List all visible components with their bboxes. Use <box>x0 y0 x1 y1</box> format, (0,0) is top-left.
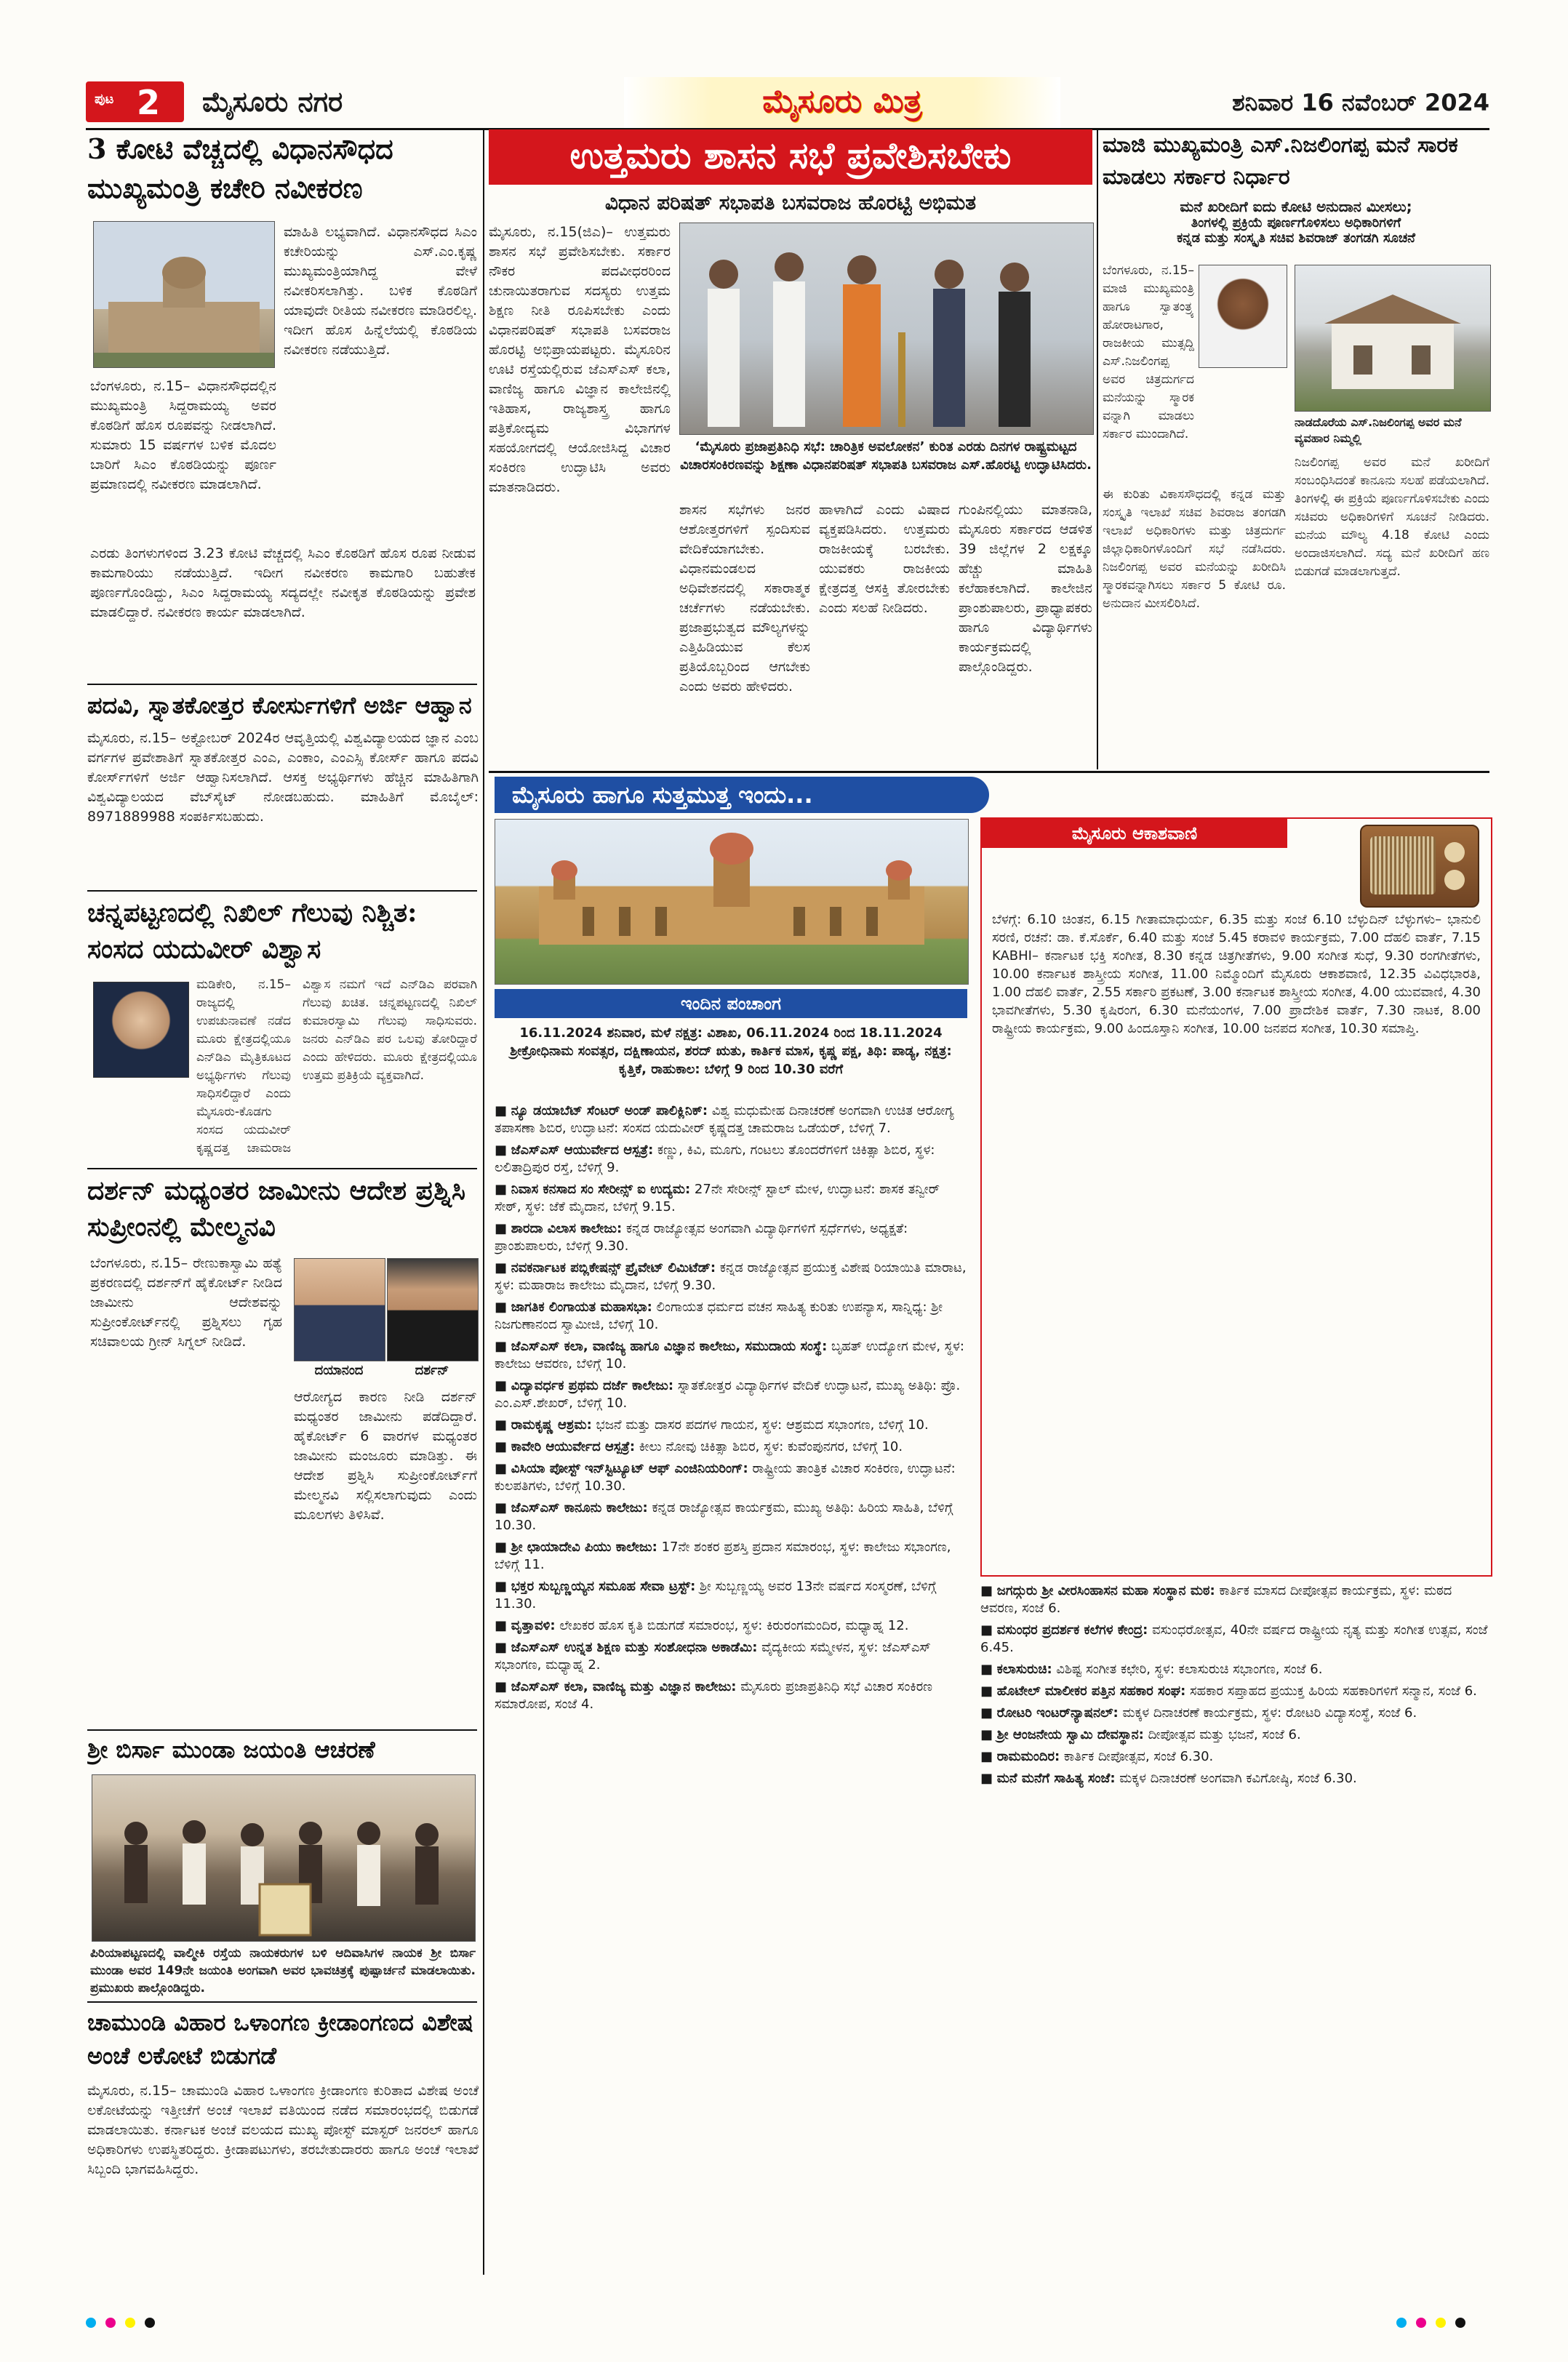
divider <box>87 684 477 685</box>
bullet-icon: ■ <box>495 1142 511 1158</box>
headline: ಉತ್ತಮರು ಶಾಸನ ಸಭೆ ಪ್ರವೇಶಿಸಬೇಕು <box>569 134 1012 177</box>
story-vidhana <box>87 129 479 682</box>
bullet-icon: ■ <box>495 1679 511 1694</box>
deck-line-3: ಕನ್ನಡ ಮತ್ತು ಸಂಸ್ಕೃತಿ ಸಚಿವ ಶಿವರಾಜ್ ತಂಗಡಗಿ ಸೂಚನೆ <box>1177 231 1415 246</box>
story-col1: ಮೈಸೂರು, ನ.15(ಜಿಎ)– ಉತ್ತಮರು ಶಾಸನ ಸಭೆ ಪ್ರವೇಶಿಸಬೇಕು. ಸರ್ಕಾರ ನೌಕರ ಪದವೀಧರರಿಂದ ಚುನಾಯಿತರಾಗುವ ಸದಸ್ಯರು ಉತ್ತಮ ಶಿಕ್ಷಣ ನೀತಿ ರೂಪಿಸಬೇಕು ಎಂದು ವಿಧಾನಪರಿಷತ್ ಸಭಾಪತಿ ಬಸವರಾಜ ಹೊರಟ್ಟಿ ಅಭಿಪ್ರಾಯಪಟ್ಟರು. ಮೈಸೂರಿನ ಊಟಿ ರಸ್ತೆಯಲ್ಲಿರುವ ಜೆಎಸ್ಎಸ್ ಕಲಾ, ವಾಣಿಜ್ಯ ಹಾಗೂ ವಿಜ್ಞಾನ ಕಾಲೇಜಿನಲ್ಲಿ ಇತಿಹಾಸ, ರಾಜ್ಯಶಾಸ್ತ್ರ ಹಾಗೂ ಪತ್ರಿಕೋದ್ಯಮ ವಿಭಾಗಗಳ ಸಹಯೋಗದಲ್ಲಿ ಆಯೋಜಿಸಿದ್ದ ವಿಚಾರ ಸಂಕಿರಣ ಉದ್ಘಾಟಿಸಿ ಅವರು ಮಾತನಾಡಿದರು. <box>489 224 671 495</box>
headline: ಪದವಿ, ಸ್ನಾತಕೋತ್ತರ ಕೋರ್ಸುಗಳಿಗೆ ಅರ್ಜಿ ಆಹ್ವಾನ <box>87 692 472 719</box>
story-body: ಮೈಸೂರು, ನ.15– ಅಕ್ಟೋಬರ್ 2024ರ ಆವೃತ್ತಿಯಲ್ಲಿ ವಿಶ್ವವಿದ್ಯಾಲಯದ ಜ್ಞಾನ ಎಂಬ ವರ್ಗಗಳ ಪ್ರವೇಶಾತಿಗೆ ಸ್ನಾತಕೋತ್ತರ ಎಂಎ, ಎಂಕಾಂ, ಎಂಎಸ್ಸಿ ಕೋರ್ಸ್ ಹಾಗೂ ಪದವಿ ಕೋರ್ಸ್‌ಗಳಿಗೆ ಅರ್ಜಿ ಆಹ್ವಾನಿಸಲಾಗಿದೆ. ಆಸಕ್ತ ಅಭ್ಯರ್ಥಿಗಳು ಹೆಚ್ಚಿನ ಮಾಹಿತಿಗಾಗಿ ವಿಶ್ವವಿದ್ಯಾಲಯದ ವೆಬ್‌ಸೈಟ್ ನೋಡಬಹುದು. ಮಾಹಿತಿಗೆ ಮೊಬೈಲ್: 8971889988 ಸಂಪರ್ಕಿಸಬಹುದು. <box>87 730 479 825</box>
bullet-icon: ■ <box>495 1461 511 1476</box>
event-title: ಕಲಾಸುರುಚಿ: <box>996 1662 1052 1677</box>
event-title: ಜೆಎಸ್ಎಸ್ ಕಲಾ, ವಾಣಿಜ್ಯ ಹಾಗೂ ವಿಜ್ಞಾನ ಕಾಲೇಜು, ಸಮುದಾಯ ಸಂಸ್ಥೆ: <box>511 1339 828 1354</box>
event-title: ರಾಮಮಂದಿರ: <box>996 1749 1060 1764</box>
event-item <box>495 1377 967 1412</box>
event-item <box>495 1338 967 1373</box>
bullet-icon: ■ <box>495 1260 511 1276</box>
headline: ಶ್ರೀ ಬಿರ್ಸಾ ಮುಂಡಾ ಜಯಂತಿ ಆಚರಣೆ <box>87 1736 375 1764</box>
masthead-logo <box>624 77 1060 129</box>
event-item <box>495 1102 967 1137</box>
story-col1: ಮಡಿಕೇರಿ, ನ.15– ರಾಜ್ಯದಲ್ಲಿ ಉಪಚುನಾವಣೆ ನಡೆದ ಮೂರು ಕ್ಷೇತ್ರದಲ್ಲಿಯೂ ಎನ್‌ಡಿಎ ಮೈತ್ರಿಕೂಟದ ಅಭ್ಯರ್ಥಿಗಳು ಗೆಲುವು ಸಾಧಿಸಲಿದ್ದಾರೆ ಎಂದು ಮೈಸೂರು-ಕೊಡಗು ಸಂಸದ ಯದುವೀರ್ ಕೃಷ್ಣದತ್ತ ಚಾಮರಾಜ <box>196 977 291 1156</box>
bullet-icon: ■ <box>980 1749 997 1764</box>
event-text: ವಸುಂಧರೋತ್ಸವ, 40ನೇ ವರ್ಷದ ರಾಷ್ಟ್ರೀಯ ನೃತ್ಯ ಮತ್ತು ಸಂಗೀತ ಉತ್ಸವ, ಸಂಜೆ 6.45. <box>980 1622 1488 1655</box>
event-item <box>495 1539 967 1574</box>
bullet-icon: ■ <box>980 1727 997 1742</box>
event-item <box>980 1726 1489 1744</box>
house-icon <box>1295 265 1490 411</box>
story-padavi <box>87 689 479 887</box>
story-col1: ಬೆಂಗಳೂರು, ನ.15– ರೇಣುಕಾಸ್ವಾಮಿ ಹತ್ಯೆ ಪ್ರಕರಣದಲ್ಲಿ ದರ್ಶನ್‌ಗೆ ಹೈಕೋರ್ಟ್ ನೀಡಿದ ಜಾಮೀನು ಆದೇಶವನ್ನು ಸುಪ್ರೀಂಕೋರ್ಟ್‌ನಲ್ಲಿ ಪ್ರಶ್ನಿಸಲು ಗೃಹ ಸಚಿವಾಲಯ ಗ್ರೀನ್ ಸಿಗ್ನಲ್ ನೀಡಿದೆ. <box>90 1255 282 1350</box>
event-text: ಕಣ್ಣು, ಕಿವಿ, ಮೂಗು, ಗಂಟಲು ತೊಂದರೆಗಳಿಗೆ ಚಿಕಿತ್ಸಾ ಶಿಬಿರ, ಸ್ಥಳ: ಲಲಿತಾದ್ರಿಪುರ ರಸ್ತೆ, ಬೆಳಿಗ್ಗೆ 9. <box>495 1142 935 1175</box>
event-item <box>495 1617 967 1635</box>
yaduveer-photo <box>93 982 189 1078</box>
story-left-col: ಬೆಂಗಳೂರು, ನ.15– ವಿಧಾನಸೌಧದಲ್ಲಿನ ಮುಖ್ಯಮಂತ್ರಿ ಸಿದ್ದರಾಮಯ್ಯ ಅವರ ಕೊಠಡಿಗೆ ಹೊಸ ರೂಪವನ್ನು ನೀಡಲಾಗಿದೆ. ಸುಮಾರು 15 ವರ್ಷಗಳ ಬಳಿಕ ಮೊದಲ ಬಾರಿಗೆ ಸಿಎಂ ಕೊಠಡಿಯನ್ನು ಪೂರ್ಣ ಪ್ರಮಾಣದಲ್ಲಿ ನವೀಕರಣ ಮಾಡಲಾಗಿದೆ. <box>90 378 276 492</box>
story-col2: ವಿಶ್ವಾಸ ನಮಗೆ ಇದೆ ಎನ್‌ಡಿಎ ಪರವಾಗಿ ಗೆಲುವು ಖಚಿತ. ಚನ್ನಪಟ್ಟಣದಲ್ಲಿ ನಿಖಿಲ್ ಕುಮಾರಸ್ವಾಮಿ ಗೆಲುವು ಸಾಧಿಸುವರು. ಜನರು ಎನ್‌ಡಿಎ ಪರ ಒಲವು ತೋರಿದ್ದಾರೆ ಎಂದು ಹೇಳಿದರು. ಮೂರು ಕ್ಷೇತ್ರದಲ್ಲಿಯೂ ಉತ್ತಮ ಪ್ರತಿಕ್ರಿಯೆ ವ್ಯಕ್ತವಾಗಿದೆ. <box>303 977 477 1083</box>
story-col2: ಆರೋಗ್ಯದ ಕಾರಣ ನೀಡಿ ದರ್ಶನ್ ಮಧ್ಯಂತರ ಜಾಮೀನು ಪಡೆದಿದ್ದಾರೆ. ಹೈಕೋರ್ಟ್ 6 ವಾರಗಳ ಮಧ್ಯಂತರ ಜಾಮೀನು ಮಂಜೂರು ಮಾಡಿತ್ತು. ಈ ಆದೇಶ ಪ್ರಶ್ನಿಸಿ ಸುಪ್ರೀಂಕೋರ್ಟ್‌ಗೆ ಮೇಲ್ಮನವಿ ಸಲ್ಲಿಸಲಾಗುವುದು ಎಂದು ಮೂಲಗಳು ತಿಳಿಸಿವೆ. <box>294 1389 477 1523</box>
event-item <box>495 1220 967 1255</box>
event-text: ಮಕ್ಕಳ ದಿನಾಚರಣೆ ಅಂಗವಾಗಿ ಕವಿಗೋಷ್ಠಿ, ಸಂಜೆ 6.30. <box>1119 1771 1357 1786</box>
story-birsa <box>87 1734 479 1998</box>
event-item <box>495 1460 967 1495</box>
headline: 3 ಕೋಟಿ ವೆಚ್ಚದಲ್ಲಿ ವಿಧಾನಸೌಧದ ಮುಖ್ಯಮಂತ್ರಿ ಕಚೇರಿ ನವೀಕರಣ <box>87 132 393 204</box>
column-divider <box>1097 129 1098 769</box>
event-text: ಶ್ರೀ ಸುಬ್ಬಣ್ಣಯ್ಯ ಅವರ 13ನೇ ವರ್ಷದ ಸಂಸ್ಮರಣೆ, ಬೆಳಿಗ್ಗೆ 11.30. <box>495 1579 937 1612</box>
event-text: ಕಾರ್ತಿಕ ಮಾಸದ ದೀಪೋತ್ಸವ ಕಾರ್ಯಕ್ರಮ, ಸ್ಥಳ: ಮಠದ ಆವರಣ, ಸಂಜೆ 6. <box>980 1583 1452 1616</box>
event-title: ವಿಸಿಯಾ ಪೋಸ್ಟ್ ಇನ್‌ಸ್ಟಿಟ್ಯೂಟ್ ಆಫ್ ಎಂಜಿನಿಯರಿಂಗ್: <box>511 1461 748 1476</box>
headline: ಚಾಮುಂಡಿ ವಿಹಾರ ಒಳಾಂಗಣ ಕ್ರೀಡಾಂಗಣದ ವಿಶೇಷ ಅಂಚೆ ಲಕೋಟೆ ಬಿಡುಗಡೆ <box>87 2009 473 2070</box>
print-color-dots <box>1396 2317 1542 2331</box>
subhead: ವಿಧಾನ ಪರಿಷತ್ ಸಭಾಪತಿ ಬಸವರಾಜ ಹೊರಟ್ಟಿ ಅಭಿಮತ <box>604 191 977 215</box>
bullet-icon: ■ <box>495 1378 511 1393</box>
panchanga-title-bar <box>495 989 967 1018</box>
bullet-icon: ■ <box>495 1300 511 1315</box>
event-item <box>495 1500 967 1534</box>
divider <box>87 2001 477 2003</box>
event-title: ಜೆಎಸ್ಎಸ್ ಆಯುರ್ವೇದ ಆಸ್ಪತ್ರೆ: <box>511 1142 654 1158</box>
bullet-icon: ■ <box>980 1771 997 1786</box>
event-title: ಜೆಎಸ್ಎಸ್ ಕಲಾ, ವಾಣಿಜ್ಯ ಮತ್ತು ವಿಜ್ಞಾನ ಕಾಲೇಜು: <box>511 1679 737 1694</box>
event-text: ಲಿಂಗಾಯತ ಧರ್ಮದ ವಚನ ಸಾಹಿತ್ಯ ಕುರಿತು ಉಪನ್ಯಾಸ, ಸಾನ್ನಿಧ್ಯ: ಶ್ರೀ ನಿಜಗುಣಾನಂದ ಸ್ವಾಮೀಜಿ, ಬೆಳಿಗ್ಗೆ 10. <box>495 1300 943 1332</box>
palace-icon <box>495 820 968 984</box>
print-color-dots <box>86 2317 231 2331</box>
radio-icon <box>1360 825 1479 908</box>
event-text: ವೈದ್ಯಕೀಯ ಸಮ್ಮೇಳನ, ಸ್ಥಳ: ಜೆಎಸ್ಎಸ್ ಸಭಾಂಗಣ, ಮಧ್ಯಾಹ್ನ 2. <box>495 1640 931 1673</box>
bullet-icon: ■ <box>495 1339 511 1354</box>
event-text: 27ನೇ ಸೇರೀನ್ಸ್ ಸ್ಟಾಲ್ ಮೇಳ, ಉದ್ಘಾಟನೆ: ಶಾಸಕ ತನ್ವೀರ್ ಸೇಠ್, ಸ್ಥಳ: ಜೆಕೆ ಮೈದಾನ, ಬೆಳಿಗ್ಗೆ 9.15. <box>495 1182 940 1214</box>
caption-darshan: ದರ್ಶನ್ <box>415 1363 449 1378</box>
vidhana-soudha-photo <box>93 221 275 368</box>
section-title: ಮೈಸೂರು ನಗರ <box>202 86 343 118</box>
story-col4: ಗುಂಪಿನಲ್ಲಿಯು ಮಾತನಾಡಿ, ಮೈಸೂರು ಸರ್ಕಾರದ ಆಡಳಿತ 39 ಜಿಲ್ಲೆಗಳ 2 ಲಕ್ಷಕ್ಕೂ ಹೆಚ್ಚು ಮಾಹಿತಿ ಕಲೆಹಾಕಲಾಗಿದೆ. ಕಾಲೇಜಿನ ಪ್ರಾಂಶುಪಾಲರು, ಪ್ರಾಧ್ಯಾಪಕರು ಹಾಗೂ ವಿದ್ಯಾರ್ಥಿಗಳು ಕಾರ್ಯಕ್ರಮದಲ್ಲಿ ಪಾಲ್ಗೊಂಡಿದ್ದರು. <box>959 502 1092 675</box>
bullet-icon: ■ <box>980 1662 997 1677</box>
events-banner-title: ಮೈಸೂರು ಹಾಗೂ ಸುತ್ತಮುತ್ತ ಇಂದು... <box>512 781 813 809</box>
event-text: ಮೈಸೂರು ಪ್ರಜಾಪ್ರತಿನಿಧಿ ಸಭೆ ವಿಚಾರ ಸಂಕಿರಣ ಸಮಾರೋಪ, ಸಂಜೆ 4. <box>495 1679 932 1712</box>
story-uttama <box>489 129 1092 769</box>
story-col3: ಹಾಳಾಗಿದೆ ಎಂದು ವಿಷಾದ ವ್ಯಕ್ತಪಡಿಸಿದರು. ಉತ್ತಮರು ರಾಜಕೀಯಕ್ಕೆ ಬರಬೇಕು. ಯುವಕರು ರಾಜಕೀಯ ಕ್ಷೇತ್ರದತ್ತ ಆಸಕ್ತಿ ತೋರಬೇಕು ಎಂದು ಸಲಹೆ ನೀಡಿದರು. <box>819 502 950 616</box>
event-text: ವಿಶ್ವ ಮಧುಮೇಹ ದಿನಾಚರಣೆ ಅಂಗವಾಗಿ ಉಚಿತ ಆರೋಗ್ಯ ತಪಾಸಣಾ ಶಿಬಿರ, ಉದ್ಘಾಟನೆ: ಸಂಸದ ಯದುವೀರ್ ಕೃಷ್ಣದತ್ತ ಚಾಮರಾಜ ಒಡೆಯರ್, ಬೆಳಿಗ್ಗೆ 7. <box>495 1103 954 1136</box>
event-text: ಕಾರ್ತಿಕ ದೀಪೋತ್ಸವ, ಸಂಜೆ 6.30. <box>1063 1749 1214 1764</box>
event-title: ವಿದ್ಯಾವರ್ಧಕ ಪ್ರಥಮ ದರ್ಜೆ ಕಾಲೇಜು: <box>511 1378 674 1393</box>
event-title: ಕಾವೇರಿ ಆಯುರ್ವೇದ ಆಸ್ಪತ್ರೆ: <box>511 1439 636 1454</box>
event-text: ಮಕ್ಕಳ ದಿನಾಚರಣೆ ಕಾರ್ಯಕ್ರಮ, ಸ್ಥಳ: ರೋಟರಿ ವಿದ್ಯಾಸಂಸ್ಥೆ, ಸಂಜೆ 6. <box>1122 1705 1417 1721</box>
page-number: 2 <box>137 83 161 122</box>
story-bottom: ಎರಡು ತಿಂಗಳುಗಳಿಂದ 3.23 ಕೋಟಿ ವೆಚ್ಚದಲ್ಲಿ ಸಿಎಂ ಕೊಠಡಿಗೆ ಹೊಸ ರೂಪ ನೀಡುವ ಕಾಮಗಾರಿಯು ನಡೆಯುತ್ತಿದೆ. ಇದೀಗ ನವೀಕರಣ ಕಾಮಗಾರಿ ಬಹುತೇಕ ಪೂರ್ಣಗೊಂಡಿದ್ದು, ಸಿಎಂ ಸಿದ್ದರಾಮಯ್ಯ ಸದ್ಯದಲ್ಲೇ ನವೀಕೃತ ಕೊಠಡಿಯನ್ನು ಪ್ರವೇಶ ಮಾಡಲಿದ್ದಾರೆ. ನವೀಕರಣ ಕಾರ್ಯ ಮಾಡಲಾಗಿದೆ. <box>90 545 476 620</box>
story-darshan <box>87 1172 479 1725</box>
panchanga-title: ಇಂದಿನ ಪಂಚಾಂಗ <box>681 993 781 1014</box>
caption-dayanand: ದಯಾನಂದ <box>314 1363 364 1378</box>
bullet-icon: ■ <box>495 1579 511 1594</box>
darshan-photo <box>387 1258 479 1361</box>
events-list-right <box>980 1582 1489 2295</box>
bullet-icon: ■ <box>495 1439 511 1454</box>
story-col2: ಶಾಸನ ಸಭೆಗಳು ಜನರ ಆಶೋತ್ತರಗಳಿಗೆ ಸ್ಪಂದಿಸುವ ವೇದಿಕೆಯಾಗಬೇಕು. ವಿಧಾನಮಂಡಲದ ಅಧಿವೇಶನದಲ್ಲಿ ಸಕಾರಾತ್ಮಕ ಚರ್ಚೆಗಳು ನಡೆಯಬೇಕು. ಪ್ರಜಾಪ್ರಭುತ್ವದ ಮೌಲ್ಯಗಳನ್ನು ಎತ್ತಿಹಿಡಿಯುವ ಕೆಲಸ ಪ್ರತಿಯೊಬ್ಬರಿಂದ ಆಗಬೇಕು ಎಂದು ಅವರು ಹೇಳಿದರು. <box>679 502 810 694</box>
event-text: ರಾಷ್ಟ್ರೀಯ ತಾಂತ್ರಿಕ ವಿಚಾರ ಸಂಕಿರಣ, ಉದ್ಘಾಟನೆ: ಕುಲಪತಿಗಳು, ಬೆಳಿಗ್ಗೆ 10.30. <box>495 1461 956 1494</box>
event-title: ನಿವಾಸ ಕನಸಾದ ಸಂ ಸೇರೀನ್ಸ್ ಐ ಉದ್ಯಮ: <box>511 1182 691 1197</box>
photo-caption: ಪಿರಿಯಾಪಟ್ಟಣದಲ್ಲಿ ವಾಲ್ಮೀಕಿ ರಸ್ತೆಯ ನಾಯಕರುಗಳ ಬಳಿ ಆದಿವಾಸಿಗಳ ನಾಯಕ ಶ್ರೀ ಬಿರ್ಸಾ ಮುಂಡಾ ಅವರ 149ನೇ ಜಯಂತಿ ಅಂಗವಾಗಿ ಅವರ ಭಾವಚಿತ್ರಕ್ಕೆ ಪುಷ್ಪಾರ್ಚನೆ ಮಾಡಲಾಯಿತು. ಪ್ರಮುಖರು ಪಾಲ್ಗೊಂಡಿದ್ದರು. <box>90 1946 476 1995</box>
bullet-icon: ■ <box>495 1221 511 1236</box>
story-col1b: ಈ ಕುರಿತು ವಿಕಾಸಸೌಧದಲ್ಲಿ ಕನ್ನಡ ಮತ್ತು ಸಂಸ್ಕೃತಿ ಇಲಾಖೆ ಸಚಿವ ಶಿವರಾಜ ತಂಗಡಗಿ ಇಲಾಖೆ ಅಧಿಕಾರಿಗಳು ಮತ್ತು ಚಿತ್ರದುರ್ಗ ಜಿಲ್ಲಾಧಿಕಾರಿಗಳೊಂದಿಗೆ ಸಭೆ ನಡೆಸಿದರು. ನಿಜಲಿಂಗಪ್ಪ ಅವರ ಮನೆಯನ್ನು ಖರೀದಿಸಿ ಸ್ಮಾರಕವನ್ನಾಗಿಸಲು ಸರ್ಕಾರ 5 ಕೋಟಿ ರೂ. ಅನುದಾನ ಮೀಸಲಿರಿಸಿದೆ. <box>1103 487 1286 611</box>
event-text: ಕನ್ನಡ ರಾಜ್ಯೋತ್ಸವ ಅಂಗವಾಗಿ ವಿದ್ಯಾರ್ಥಿಗಳಿಗೆ ಸ್ಪರ್ಧೆಗಳು, ಅಧ್ಯಕ್ಷತೆ: ಪ್ರಾಂಶುಪಾಲರು, ಬೆಳಿಗ್ಗೆ 9.30. <box>495 1221 908 1254</box>
story-right-col: ಮಾಹಿತಿ ಲಭ್ಯವಾಗಿದೆ. ವಿಧಾನಸೌಧದ ಸಿಎಂ ಕಚೇರಿಯನ್ನು ಎಸ್.ಎಂ.ಕೃಷ್ಣ ಮುಖ್ಯಮಂತ್ರಿಯಾಗಿದ್ದ ವೇಳೆ ನವೀಕರಿಸಲಾಗಿತ್ತು. ಬಳಿಕ ಕೊಠಡಿಗೆ ಯಾವುದೇ ರೀತಿಯ ನವೀಕರಣ ಮಾಡಿರಲಿಲ್ಲ. ಇದೀಗ ಹೊಸ ಹಿನ್ನೆಲೆಯಲ್ಲಿ ಕೊಠಡಿಯ ನವೀಕರಣ ನಡೆಯುತ್ತಿದೆ. <box>284 224 477 358</box>
radio-box <box>980 817 1492 1577</box>
event-item <box>980 1622 1489 1657</box>
bullet-icon: ■ <box>980 1705 997 1721</box>
event-title: ನ್ಯೂ ಡಯಾಬೆಟ್ ಸೆಂಟರ್ ಅಂಡ್ ಪಾಲಿಕ್ಲಿನಿಕ್: <box>511 1103 708 1118</box>
event-title: ವಸುಂಧರ ಪ್ರದರ್ಶಕ ಕಲೆಗಳ ಕೇಂದ್ರ: <box>996 1622 1148 1638</box>
bullet-icon: ■ <box>495 1103 511 1118</box>
bullet-icon: ■ <box>495 1417 511 1433</box>
event-title: ನವಕರ್ನಾಟಕ ಪಬ್ಲಿಕೇಷನ್ಸ್ ಪ್ರೈವೇಟ್ ಲಿಮಿಟೆಡ್: <box>511 1260 716 1276</box>
event-item <box>980 1770 1489 1787</box>
bullet-icon: ■ <box>980 1622 997 1638</box>
dayanand-photo <box>294 1258 385 1361</box>
event-item <box>495 1639 967 1674</box>
bullet-icon: ■ <box>495 1540 511 1555</box>
bullet-icon: ■ <box>495 1618 511 1633</box>
dignitaries-lighting-lamp-icon <box>680 223 1093 434</box>
story-col1: ಬೆಂಗಳೂರು, ನ.15– ಮಾಜಿ ಮುಖ್ಯಮಂತ್ರಿ ಹಾಗೂ ಸ್ವಾತಂತ್ರ್ಯ ಹೋರಾಟಗಾರ, ರಾಜಕೀಯ ಮುತ್ಸದ್ದಿ ಎಸ್.ನಿಜಲಿಂಗಪ್ಪ ಅವರ ಚಿತ್ರದುರ್ಗದ ಮನೆಯನ್ನು ಸ್ಮಾರಕ ವನ್ನಾಗಿ ಮಾಡಲು ಸರ್ಕಾರ ಮುಂದಾಗಿದೆ. <box>1103 263 1194 441</box>
event-title: ವೃತ್ತಾವಳಿ: <box>511 1618 556 1633</box>
event-title: ಮನೆ ಮನೆಗೆ ಸಾಹಿತ್ಯ ಸಂಜೆ: <box>996 1771 1116 1786</box>
event-item <box>495 1578 967 1613</box>
events-list <box>495 1102 967 2295</box>
bullet-icon: ■ <box>980 1583 997 1598</box>
event-text: ಕೀಲು ನೋವು ಚಿಕಿತ್ಸಾ ಶಿಬಿರ, ಸ್ಥಳ: ಕುವೆಂಪುನಗರ, ಬೆಳಿಗ್ಗೆ 10. <box>639 1439 903 1454</box>
event-item <box>495 1181 967 1216</box>
panchanga-text: 16.11.2024 ಶನಿವಾರ, ಮಳೆ ನಕ್ಷತ್ರ: ವಿಶಾಖ, 06.11.2024 ರಿಂದ 18.11.2024 ಶ್ರೀಕ್ರೋಧಿನಾಮ ಸಂವತ್ಸರ, ದಕ್ಷಿಣಾಯನ, ಶರದ್ ಋತು, ಕಾರ್ತಿಕ ಮಾಸ, ಕೃಷ್ಣ ಪಕ್ಷ, ತಿಥಿ: ಪಾಡ್ಯ, ನಕ್ಷತ್ರ: ಕೃತ್ತಿಕೆ, ರಾಹುಕಾಲ: ಬೆಳಿಗ್ಗೆ 9 ರಿಂದ 10.30 ವರೆಗೆ <box>510 1025 952 1077</box>
event-title: ರೋಟರಿ ಇಂಟರ್‌ನ್ಯಾಷನಲ್: <box>996 1705 1119 1721</box>
bullet-icon: ■ <box>495 1182 511 1197</box>
divider <box>87 1729 477 1731</box>
event-item <box>980 1748 1489 1766</box>
story-channapatna <box>87 894 479 1164</box>
house-photo-caption: ನಾಡದೊರೆಯ ಎಸ್.ನಿಜಲಿಂಗಪ್ಪ ಅವರ ಮನೆ ವ್ಯವಹಾರ ನಿಮ್ಮಲ್ಲಿ <box>1295 415 1462 445</box>
deck-line-2: ತಿಂಗಳಲ್ಲಿ ಪ್ರಕ್ರಿಯೆ ಪೂರ್ಣಗೊಳಿಸಲು ಅಧಿಕಾರಿಗಳಿಗೆ <box>1191 215 1401 231</box>
event-title: ಜೆಎಸ್ಎಸ್ ಉನ್ನತ ಶಿಕ್ಷಣ ಮತ್ತು ಸಂಶೋಧನಾ ಅಕಾಡೆಮಿ: <box>511 1640 758 1655</box>
divider <box>87 1168 477 1169</box>
event-title: ಜಾಗತಿಕ ಲಿಂಗಾಯತ ಮಹಾಸಭಾ: <box>511 1300 652 1315</box>
page-label: ಪುಟ <box>95 92 114 107</box>
event-text: ಸ್ನಾತಕೋತ್ತರ ವಿದ್ಯಾರ್ಥಿಗಳ ವೇದಿಕೆ ಉದ್ಘಾಟನೆ, ಮುಖ್ಯ ಅತಿಥಿ: ಪ್ರೊ. ಎಂ.ಎಸ್.ಶೇಖರ್, ಬೆಳಿಗ್ಗೆ 10. <box>495 1378 961 1411</box>
event-item <box>980 1661 1489 1678</box>
event-text: ವಿಶಿಷ್ಟ ಸಂಗೀತ ಕಛೇರಿ, ಸ್ಥಳ: ಕಲಾಸುರುಚಿ ಸಭಾಂಗಣ, ಸಂಜೆ 6. <box>1056 1662 1323 1677</box>
event-item <box>980 1683 1489 1700</box>
event-text: ಸಹಕಾರ ಸಪ್ತಾಹದ ಪ್ರಯುಕ್ತ ಹಿರಿಯ ಸಹಕಾರಿಗಳಿಗೆ ಸನ್ಮಾನ, ಸಂಜೆ 6. <box>1190 1684 1477 1699</box>
event-item <box>980 1582 1489 1617</box>
story-chamundi <box>87 2006 479 2275</box>
inauguration-photo <box>679 223 1094 435</box>
story-nijalingappa <box>1103 129 1489 769</box>
building-icon <box>94 222 274 367</box>
headline: ದರ್ಶನ್ ಮಧ್ಯಂತರ ಜಾಮೀನು ಆದೇಶ ಪ್ರಶ್ನಿಸಿ ಸುಪ್ರೀಂನಲ್ಲಿ ಮೇಲ್ಮನವಿ <box>87 1175 466 1242</box>
event-title: ಭಕ್ತರ ಸುಬ್ಬಣ್ಣಯ್ಯನ ಸಮೂಹ ಸೇವಾ ಟ್ರಸ್ಟ್: <box>511 1579 696 1594</box>
event-title: ರಾಮಕೃಷ್ಣ ಆಶ್ರಮ: <box>511 1417 592 1433</box>
issue-date: ಶನಿವಾರ 16 ನವೆಂಬರ್ 2024 <box>1232 89 1489 116</box>
event-title: ಜಗದ್ಗುರು ಶ್ರೀ ವೀರಸಿಂಹಾಸನ ಮಹಾ ಸಂಸ್ಥಾನ ಮಠ: <box>996 1583 1215 1598</box>
masthead-text: ಮೈಸೂರು ಮಿತ್ರ <box>762 83 922 120</box>
event-item <box>495 1438 967 1456</box>
page-number-badge <box>86 81 184 122</box>
headline: ಮಾಜಿ ಮುಖ್ಯಮಂತ್ರಿ ಎಸ್.ನಿಜಲಿಂಗಪ್ಪ ಮನೆ ಸಾರಕ ಮಾಡಲು ಸರ್ಕಾರ ನಿರ್ಧಾರ <box>1103 132 1458 190</box>
radio-title-bar <box>982 819 1287 848</box>
page-header <box>86 81 1489 125</box>
photo-caption: ‘ಮೈಸೂರು ಪ್ರಜಾಪ್ರತಿನಿಧಿ ಸಭೆ: ಚಾರಿತ್ರಿಕ ಅವಲೋಕನ’ ಕುರಿತ ಎರಡು ದಿನಗಳ ರಾಷ್ಟ್ರಮಟ್ಟದ ವಿಚಾರಸಂಕಿರಣವನ್ನು ಶಿಕ್ಷಣಾ ವಿಧಾನಪರಿಷತ್ ಸಭಾಪತಿ ಬಸವರಾಜ ಎಸ್.ಹೊರಟ್ಟಿ ಉದ್ಘಾಟಿಸಿದರು. <box>680 439 1092 473</box>
headline-banner <box>489 129 1092 185</box>
event-title: ಶಾರದಾ ವಿಲಾಸ ಕಾಲೇಜು: <box>511 1221 623 1236</box>
column-divider <box>483 129 484 2275</box>
event-text: ಬೃಹತ್ ಉದ್ಯೋಗ ಮೇಳ, ಸ್ಥಳ: ಕಾಲೇಜು ಆವರಣ, ಬೆಳಿಗ್ಗೆ 10. <box>495 1339 964 1372</box>
event-item <box>495 1299 967 1334</box>
event-text: ಕನ್ನಡ ರಾಜ್ಯೋತ್ಸವ ಕಾರ್ಯಕ್ರಮ, ಮುಖ್ಯ ಅತಿಥಿ: ಹಿರಿಯ ಸಾಹಿತಿ, ಬೆಳಿಗ್ಗೆ 10.30. <box>495 1500 953 1533</box>
event-item <box>980 1705 1489 1722</box>
event-text: 17ನೇ ಶಂಕರ ಪ್ರಶಸ್ತಿ ಪ್ರದಾನ ಸಮಾರಂಭ, ಸ್ಥಳ: ಕಾಲೇಜು ಸಭಾಂಗಣ, ಬೆಳಿಗ್ಗೆ 11. <box>495 1540 951 1572</box>
divider <box>87 890 477 892</box>
mysore-palace-photo <box>495 819 969 985</box>
event-item <box>495 1678 967 1713</box>
event-title: ಶ್ರೀ ಆಂಜನೇಯ ಸ್ವಾಮಿ ದೇವಸ್ಥಾನ: <box>996 1727 1144 1742</box>
bullet-icon: ■ <box>495 1500 511 1516</box>
event-title: ಶ್ರೀ ಛಾಯಾದೇವಿ ಪಿಯು ಕಾಲೇಜು: <box>511 1540 657 1555</box>
story-col2: ನಿಜಲಿಂಗಪ್ಪ ಅವರ ಮನೆ ಖರೀದಿಗೆ ಸಂಬಂಧಿಸಿದಂತೆ ಕಾನೂನು ಸಲಹೆ ಪಡೆಯಲಾಗಿದೆ. ತಿಂಗಳಲ್ಲಿ ಈ ಪ್ರಕ್ರಿಯೆ ಪೂರ್ಣಗೊಳಿಸಬೇಕು ಎಂದು ಸಚಿವರು ಅಧಿಕಾರಿಗಳಿಗೆ ಸೂಚನೆ ನೀಡಿದರು. ಮನೆಯ ಮೌಲ್ಯ 4.18 ಕೋಟಿ ಎಂದು ಅಂದಾಜಿಸಲಾಗಿದೆ. ಸದ್ಯ ಮನೆ ಖರೀದಿಗೆ ಹಣ ಬಿಡುಗಡೆ ಮಾಡಲಾಗುತ್ತದೆ. <box>1295 455 1489 579</box>
event-title: ಹೊಟೇಲ್ ಮಾಲೀಕರ ಪತ್ತಿನ ಸಹಕಾರ ಸಂಘ: <box>996 1684 1186 1699</box>
event-text: ಕನ್ನಡ ರಾಜ್ಯೋತ್ಸವ ಪ್ರಯುಕ್ತ ವಿಶೇಷ ರಿಯಾಯಿತಿ ಮಾರಾಟ, ಸ್ಥಳ: ಮಹಾರಾಜ ಕಾಲೇಜು ಮೈದಾನ, ಬೆಳಿಗ್ಗೆ 9.30. <box>495 1260 967 1293</box>
headline: ಚನ್ನಪಟ್ಟಣದಲ್ಲಿ ನಿಖಿಲ್ ಗೆಲುವು ನಿಶ್ಚಿತ: ಸಂಸದ ಯದುವೀರ್ ವಿಶ್ವಾಸ <box>87 897 417 964</box>
event-text: ಭಜನೆ ಮತ್ತು ದಾಸರ ಪದಗಳ ಗಾಯನ, ಸ್ಥಳ: ಆಶ್ರಮದ ಸಭಾಂಗಣ, ಬೆಳಿಗ್ಗೆ 10. <box>596 1417 929 1433</box>
radio-title: ಮೈಸೂರು ಆಕಾಶವಾಣಿ <box>1071 823 1198 844</box>
minister-photo <box>1199 265 1287 368</box>
bullet-icon: ■ <box>980 1684 997 1699</box>
nijalingappa-house-photo <box>1295 265 1491 412</box>
bullet-icon: ■ <box>495 1640 511 1655</box>
event-title: ಜೆಎಸ್ಎಸ್ ಕಾನೂನು ಕಾಲೇಜು: <box>511 1500 648 1516</box>
event-text: ಲೇಖಕರ ಹೊಸ ಕೃತಿ ಬಿಡುಗಡೆ ಸಮಾರಂಭ, ಸ್ಥಳ: ಕಿರುರಂಗಮಂದಿರ, ಮಧ್ಯಾಹ್ನ 12. <box>559 1618 909 1633</box>
event-text: ದೀಪೋತ್ಸವ ಮತ್ತು ಭಜನೆ, ಸಂಜೆ 6. <box>1148 1727 1301 1742</box>
birsa-munda-event-photo <box>92 1774 476 1942</box>
deck-line-1: ಮನೆ ಖರೀದಿಗೆ ಐದು ಕೋಟಿ ಅನುದಾನ ಮೀಸಲು; <box>1180 198 1412 215</box>
events-banner <box>495 777 989 813</box>
radio-schedule: ಬೆಳಗ್ಗೆ: 6.10 ಚಿಂತನ, 6.15 ಗೀತಾಮಾಧುರ್ಯ, 6.35 ಮತ್ತು ಸಂಜೆ 6.10 ಬೆಳ್ಳುದಿನ್ ಬೆಳ್ಳುಗಳು– ಭಾನುಲಿ ಸರಣಿ, ರಚನೆ: ಡಾ. ಕೆ.ಸೊರ್ಕೆ, 6.40 ಮತ್ತು ಸಂಜೆ 5.45 ಕರಾವಳಿ ಕಾರ್ಯಕ್ರಮ, 7.00 ದೆಹಲಿ ವಾರ್ತೆ, 7.15 KABHI– ಕರ್ನಾಟಕ ಭಕ್ತಿ ಸಂಗೀತ, 8.30 ಕನ್ನಡ ಚಿತ್ರಗೀತೆಗಳು, 9.00 ಸಂಗೀತ ಸುಧೆ, 9.30 ರಂಗಗೀತೆಗಳು, 10.00 ಕರ್ನಾಟಕ ಶಾಸ್ತ್ರೀಯ ಸಂಗೀತ, 11.00 ನಿಮ್ಮೊಂದಿಗೆ ಮೈಸೂರು ಆಕಾಶವಾಣಿ, 12.35 ವಿವಿಧಭಾರತಿ, 1.00 ದೆಹಲಿ ವಾರ್ತೆ, 2.55 ಸರ್ಕಾರಿ ಪ್ರಕಟಣೆ, 3.00 ಕರ್ನಾಟಕ ಶಾಸ್ತ್ರೀಯ ಸಂಗೀತ, 4.00 ಯುವವಾಣಿ, 4.30 ಭಾವಗೀತೆಗಳು, 5.30 ಕೃಷಿರಂಗ, 6.30 ಮನೆಯಂಗಳ, 7.00 ಪ್ರಾದೇಶಿಕ ವಾರ್ತೆ, 7.30 ನಾಟಕ, 8.00 ರಾಷ್ಟ್ರೀಯ ಕಾರ್ಯಕ್ರಮ, 9.00 ಹಿಂದೂಸ್ತಾನಿ ಸಂಗೀತ, 10.00 ಜನಪದ ಸಂಗೀತ, 10.30 ಸಮಾಪ್ತಿ. <box>992 912 1481 1036</box>
event-item <box>495 1142 967 1177</box>
story-body: ಮೈಸೂರು, ನ.15– ಚಾಮುಂಡಿ ವಿಹಾರ ಒಳಾಂಗಣ ಕ್ರೀಡಾಂಗಣ ಕುರಿತಾದ ವಿಶೇಷ ಅಂಚೆ ಲಕೋಟೆಯನ್ನು ಇತ್ತೀಚೆಗೆ ಅಂಚೆ ಇಲಾಖೆ ವತಿಯಿಂದ ನಡೆದ ಸಮಾರಂಭದಲ್ಲಿ ಬಿಡುಗಡೆ ಮಾಡಲಾಯಿತು. ಕರ್ನಾಟಕ ಅಂಚೆ ವಲಯದ ಮುಖ್ಯ ಪೋಸ್ಟ್ ಮಾಸ್ಟರ್ ಜನರಲ್ ಹಾಗೂ ಅಧಿಕಾರಿಗಳು ಉಪಸ್ಥಿತರಿದ್ದರು. ಕ್ರೀಡಾಪಟುಗಳು, ತರಬೇತುದಾರರು ಹಾಗೂ ಅಂಚೆ ಇಲಾಖೆ ಸಿಬ್ಬಂದಿ ಭಾಗವಹಿಸಿದ್ದರು. <box>87 2083 479 2177</box>
event-item <box>495 1417 967 1434</box>
divider <box>489 771 1489 773</box>
event-item <box>495 1260 967 1294</box>
people-group-icon <box>92 1775 475 1941</box>
